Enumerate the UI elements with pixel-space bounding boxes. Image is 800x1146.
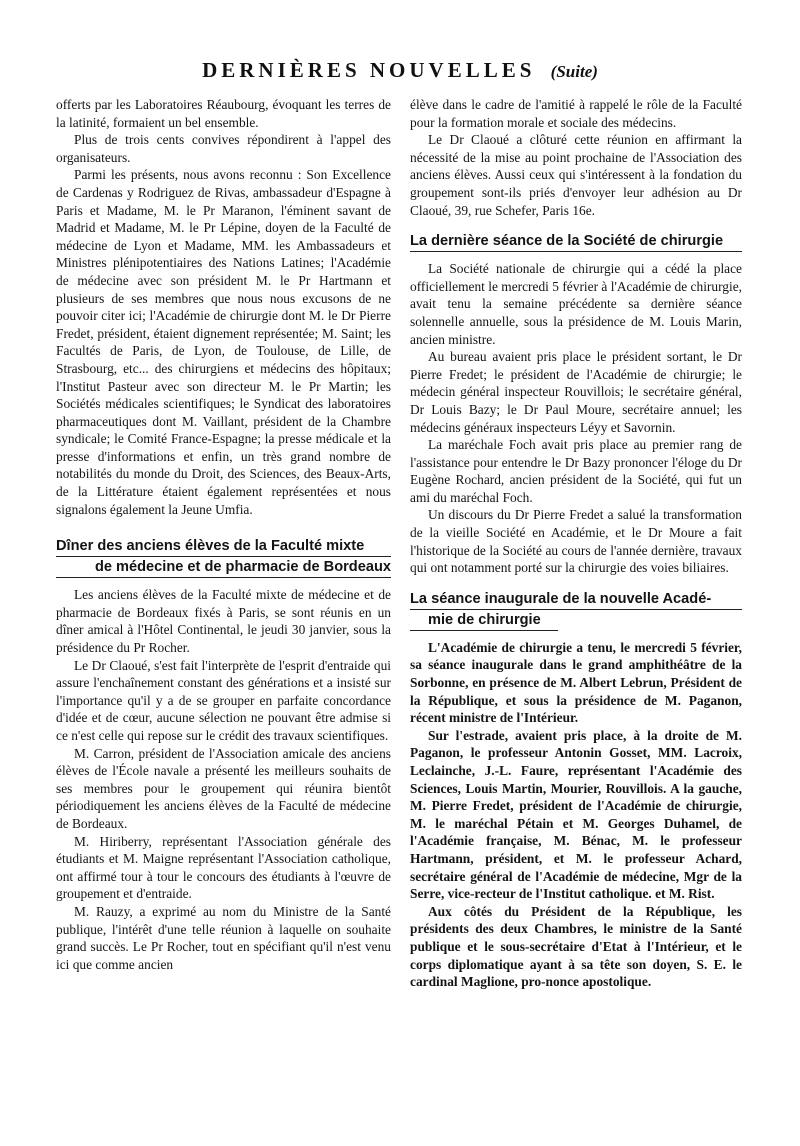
heading-line-1: La séance inaugurale de la nouvelle Acadé- bbox=[410, 589, 742, 610]
right-paragraph-9: Aux côtés du Président de la République, les présidents des deux Chambres, le ministre de la Santé publique et le sous-secrétaire d'Etat à l'Intérieur, et le corps diplomatique ayant à sa tête son doyen, S. E. le cardinal Maglione, pro-nonce apostolique. bbox=[410, 903, 742, 990]
bold-block bbox=[410, 639, 742, 991]
heading-line-2: de médecine et de pharmacie de Bordeaux bbox=[56, 557, 391, 578]
running-header bbox=[0, 58, 800, 83]
right-paragraph-2: Le Dr Claoué a clôturé cette réunion en affirmant la nécessité de la mise au point prochaine de l'Association des anciens élèves. Aussi ceux qui s'intéressent à la fondation du groupement sont-ils priés d'envoyer leur adhésion au Dr Claoué, 39, rue Schefer, Paris 16e. bbox=[410, 132, 742, 218]
left-column bbox=[56, 96, 391, 973]
heading-line-2: mie de chirurgie bbox=[410, 610, 558, 631]
left-paragraph-3: Parmi les présents, nous avons reconnu : Son Excellence de Cardenas y Rodriguez de Rivas, ambassadeur d'Espagne à Paris et Madame, M. le Pr Maranon, l'éminent savant de Madrid et Madame, M. le Pr Lépine, doyen de la Faculté de médecine de Lyon et Madame, MM. les Ambassadeurs et Ministres plénipotentiaires des Nations Latines; l'Académie de médecine avec son président M. le Pr Hartmann et plusieurs de ses membres que nous nous excusons de ne pouvoir citer ici; l'Académie de chirurgie dont M. le Dr Pierre Fredet, président, étaient dignement représentée; M. Saint; les Facultés de Paris, de Lyon, de Toulouse, de Lille, de Strasbourg, etc... des chirurgiens et médecins des hôpitaux; l'Institut Pasteur avec son directeur M. le Pr Martin; les Sociétés médicales scientifiques; le Syndicat des laboratoires pharmaceutiques dont M. Vaillant, président de la Chambre syndicale; le Comité France-Espagne; la presse médicale et la presse d'informations et enfin, un très grand nombre de notabilités du monde du Droit, des Sciences, des Beaux-Arts, de la Littérature étaient également représentées et nous signalons également la Jeune Umfia. bbox=[56, 167, 391, 517]
left-paragraph-4: Les anciens élèves de la Faculté mixte de médecine et de pharmacie de Bordeaux fixés à Paris, se sont réunis en un dîner amical à l'Hôtel Continental, le jeudi 30 janvier, sous la présidence du Pr Rocher. bbox=[56, 587, 391, 656]
section-heading-societe bbox=[410, 231, 742, 252]
right-paragraph-8: Sur l'estrade, avaient pris place, à la droite de M. Paganon, le professeur Antonin Gosset, MM. Lacroix, Leclainche, J.-L. Faure, représentant l'Académie des Sciences, Louis Martin, Mourier, Rouvillois. A la gauche, M. Pierre Fredet, président de l'Académie de chirurgie, M. le maréchal Pétain et M. Georges Duhamel, de l'Académie française, M. Bénac, M. le professeur Hartmann, président, et M. le professeur Achard, secrétaire général de l'Académie de médecine, Mgr de la Serre, vice-recteur de l'Institut catholique. et M. Rist. bbox=[410, 727, 742, 902]
heading-line-1: Dîner des anciens élèves de la Faculté mixte bbox=[56, 536, 391, 557]
right-paragraph-4: Au bureau avaient pris place le président sortant, le Dr Pierre Fredet; le président de l'Académie de chirurgie; le médecin général inspecteur Rouvillois; le secrétaire général, Dr Louis Bazy; le Dr Paul Moure, secrétaire annuel; les médecins généraux inspecteurs Léyy et Savornin. bbox=[410, 349, 742, 435]
left-paragraph-8: M. Rauzy, a exprimé au nom du Ministre de la Santé publique, l'intérêt d'une telle réunion à laquelle on souhaite grand succès. Le Pr Rocher, tout en spécifiant qu'il n'est venu ici que comme ancien bbox=[56, 903, 391, 972]
section-heading-academie bbox=[410, 589, 742, 631]
left-paragraph-2: Plus de trois cents convives répondirent à l'appel des organisateurs. bbox=[56, 132, 391, 165]
header-title: DERNIÈRES NOUVELLES bbox=[202, 58, 536, 82]
right-column bbox=[410, 96, 742, 991]
right-paragraph-5: La maréchale Foch avait pris place au premier rang de l'assistance pour entendre le Dr Bazy prononcer l'éloge du Dr Eugène Rochard, ancien président de la Société, qui fut un ami du maréchal Foch. bbox=[410, 437, 742, 505]
left-paragraph-7: M. Hiriberry, représentant l'Association générale des étudiants et M. Maigne représentant l'Association catholique, ont affirmé tour à tour le concours des étudiants à l'œuvre de groupement et d'entraide. bbox=[56, 833, 391, 902]
right-paragraph-1: élève dans le cadre de l'amitié à rappelé le rôle de la Faculté pour la formation morale et sociale des médecins. bbox=[410, 97, 742, 130]
section-heading-bordeaux bbox=[56, 536, 391, 578]
header-suite: (Suite) bbox=[550, 62, 598, 81]
right-paragraph-6: Un discours du Dr Pierre Fredet a salué la transformation de la vieille Société en Académie, et le Dr Moure a fait l'historique de la Société au cours de l'année dernière, travaux qui ont notamment porté sur la chirurgie des voies biliaires. bbox=[410, 507, 742, 576]
left-paragraph-1: offerts par les Laboratoires Réaubourg, évoquant les terres de la latinité, formaient un bel ensemble. bbox=[56, 97, 391, 130]
left-paragraph-5: Le Dr Claoué, s'est fait l'interprète de l'esprit d'entraide qui assure l'enchaînement constant des générations et a insisté sur l'importance qu'il y a de se grouper en parfaite concordance d'idée et de cœur, aucune sélection ne pouvant être admise si ce n'est celle qui repose sur le crédit des travaux scientifiques. bbox=[56, 657, 391, 743]
right-paragraph-7: L'Académie de chirurgie a tenu, le mercredi 5 février, sa séance inaugurale dans le grand amphithéâtre de la Sorbonne, en présence de M. Albert Lebrun, Président de la République, et sous la présidence de M. Paganon, récent ministre de l'Intérieur. bbox=[410, 639, 742, 726]
left-paragraph-6: M. Carron, président de l'Association amicale des anciens élèves de l'École navale a présenté les meilleurs souhaits de ses membres pour le groupement qui réunira bientôt périodiquement les anciens élèves de la Faculté de médecine de Bordeaux. bbox=[56, 745, 391, 831]
right-paragraph-3: La Société nationale de chirurgie qui a cédé la place officiellement le mercredi 5 février à l'Académie de chirurgie, avait tenu la semaine précédente sa dernière séance solennelle annuelle, sous la présidence de M. Louis Marin, ancien ministre. bbox=[410, 261, 742, 347]
heading-line: La dernière séance de la Société de chirurgie bbox=[410, 231, 742, 252]
